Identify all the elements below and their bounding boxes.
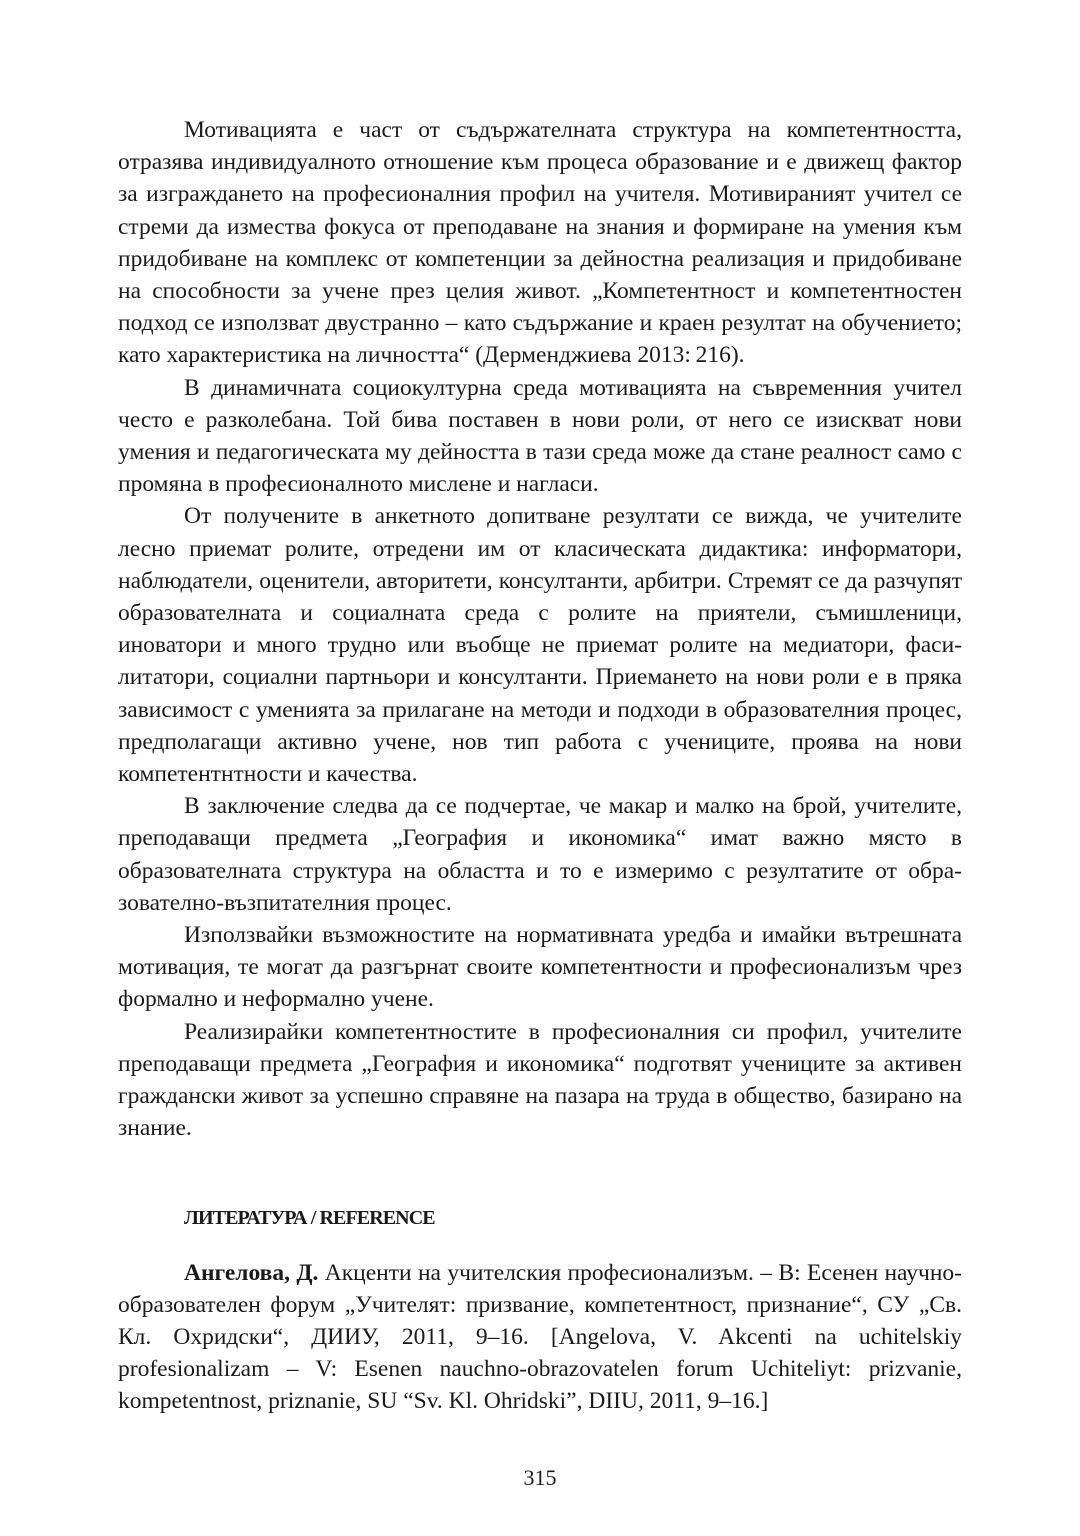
document-page [118, 114, 962, 1418]
body-paragraph: От получените в анкетното допитване резултати се вижда, че учителите лесно приемат ролите, отредени им от класическата дидактика: информатори, наблюдатели, оценители, авторитети, консултанти, арбитри. Стремят се да разчупят образователната и социалната среда с ролите на приятели, съмишленици, иноватори и много трудно или въобще не приемат ролите на медиатори, фасилитатори, социални партньори и консултанти. Приемането на нови роли е в пряка зависимост с уменията за прилагане на методи и подходи в образователния процес, предполагащи активно учене, нов тип работа с учениците, проява на нови компетентнтности и качества. [118, 503, 962, 788]
references-heading: ЛИТЕРАТУРА / REFERENCE [184, 1206, 435, 1229]
body-paragraph: Използвайки възможностите на нормативната уредба и имайки вътрешната мотивация, те могат да разгърнат своите компетентности и професионализъм чрез формално и неформално учене. [118, 922, 962, 1013]
reference-entry [118, 1257, 962, 1418]
body-paragraph: Реализирайки компетентностите в професионалния си профил, учителите преподаващи предмета „География и икономика“ подготвят учениците за активен граждански живот за успешно справяне на пазара на труда в общество, базирано на знание. [118, 1018, 962, 1142]
reference-author: Ангелова, Д. [184, 1259, 319, 1286]
body-paragraph: Мотивацията е част от съдържателната структура на компетентността, отразява индивидуалното отношение към процеса образование и е движещ фактор за изграждането на професионалния профил на учителя. Мотивираният учител се стреми да измества фокуса от преподаване на знания и формиране на умения към придобиване на комплекс от компетенции за дейностна реализация и придобиване на способности за учене през целия живот. „Компетентност и компетентностен подход се използват двустранно – като съдържание и краен резултат на обучението; като характеристика на личността“ (Дерменджиева 2013: 216). [118, 117, 962, 369]
page-number: 315 [523, 1465, 557, 1490]
body-paragraph: В заключение следва да се подчертае, че макар и малко на брой, учителите, преподаващи предмета „География и икономика“ имат важно място в образователната структура на областта и то е измеримо с резултатите от образователно-възпитателния процес. [118, 793, 962, 916]
body-paragraph: В динамичната социокултурна среда мотивацията на съвременния учител често е разколебана. Той бива поставен в нови роли, от него се изискват нови умения и педагогическата му дейността в тази среда може да стане реалност само с промяна в професионалното мислене и нагласи. [118, 374, 962, 498]
reference-text: Акценти на учителския професионализъм. – В: Есенен научно-образователен форум „Учителят: призвание, компетентност, признание“, СУ „Св. Кл. Охридски“, ДИИУ, 2011, 9–16. [Angelova, V. Akcenti na uchitelskiy profesionalizam – V: Esenen nauchno-obrazovatelen forum Uchiteliyt: prizvanie, kompetentnost, priznanie, SU “Sv. Kl. Ohridski”, DIIU, 2011, 9–16.] [118, 1259, 962, 1415]
